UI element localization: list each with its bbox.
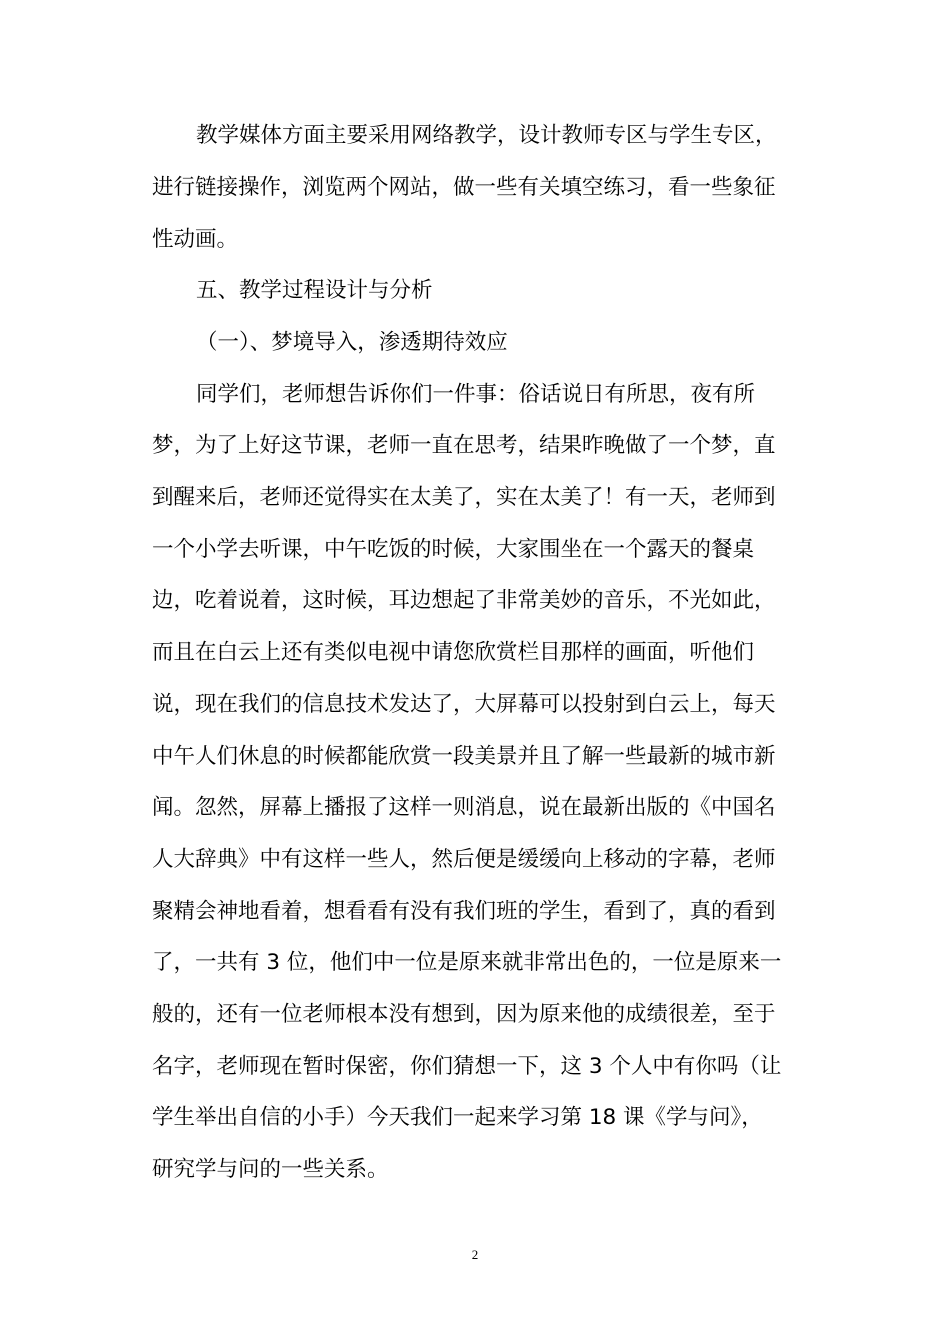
paragraph-line: 中午人们休息的时候都能欣赏一段美景并且了解一些最新的城市新 — [152, 744, 776, 769]
paragraph-line: 进行链接操作，浏览两个网站，做一些有关填空练习，看一些象征 — [152, 175, 776, 200]
page-number: 2 — [471, 1247, 479, 1262]
paragraph-line: 梦，为了上好这节课，老师一直在思考，结果昨晚做了一个梦，直 — [152, 433, 776, 458]
paragraph-line: 教学媒体方面主要采用网络教学，设计教师专区与学生专区， — [196, 123, 777, 148]
paragraph-line: 性动画。 — [152, 227, 239, 252]
paragraph-line: 说，现在我们的信息技术发达了，大屏幕可以投射到白云上，每天 — [152, 692, 776, 717]
paragraph-line: 人大辞典》中有这样一些人，然后便是缓缓向上移动的字幕，老师 — [152, 847, 776, 872]
paragraph-line: 而且在白云上还有类似电视中请您欣赏栏目那样的画面，听他们 — [152, 640, 755, 665]
paragraph-line: 学生举出自信的小手）今天我们一起来学习第 18 课《学与问》， — [152, 1105, 763, 1130]
section-heading: 五、教学过程设计与分析 — [196, 278, 433, 303]
subsection-heading: （一）、梦境导入，渗透期待效应 — [196, 330, 508, 355]
paragraph-line: 闻。忽然，屏幕上播报了这样一则消息，说在最新出版的《中国名 — [152, 795, 776, 820]
paragraph-line: 般的，还有一位老师根本没有想到，因为原来他的成绩很差，至于 — [152, 1002, 776, 1027]
paragraph-line: 聚精会神地看着，想看看有没有我们班的学生，看到了，真的看到 — [152, 899, 776, 924]
paragraph-line: 边，吃着说着，这时候，耳边想起了非常美妙的音乐，不光如此， — [152, 588, 776, 613]
paragraph-line: 研究学与问的一些关系。 — [152, 1157, 389, 1182]
paragraph-line: 到醒来后，老师还觉得实在太美了，实在太美了！有一天，老师到 — [152, 485, 776, 510]
paragraph-line: 了，一共有 3 位，他们中一位是原来就非常出色的，一位是原来一 — [152, 950, 782, 975]
paragraph-line: 名字，老师现在暂时保密，你们猜想一下，这 3 个人中有你吗（让 — [152, 1054, 782, 1079]
paragraph-line: 同学们，老师想告诉你们一件事：俗话说日有所思，夜有所 — [196, 382, 756, 407]
paragraph-line: 一个小学去听课，中午吃饭的时候，大家围坐在一个露天的餐桌 — [152, 537, 755, 562]
